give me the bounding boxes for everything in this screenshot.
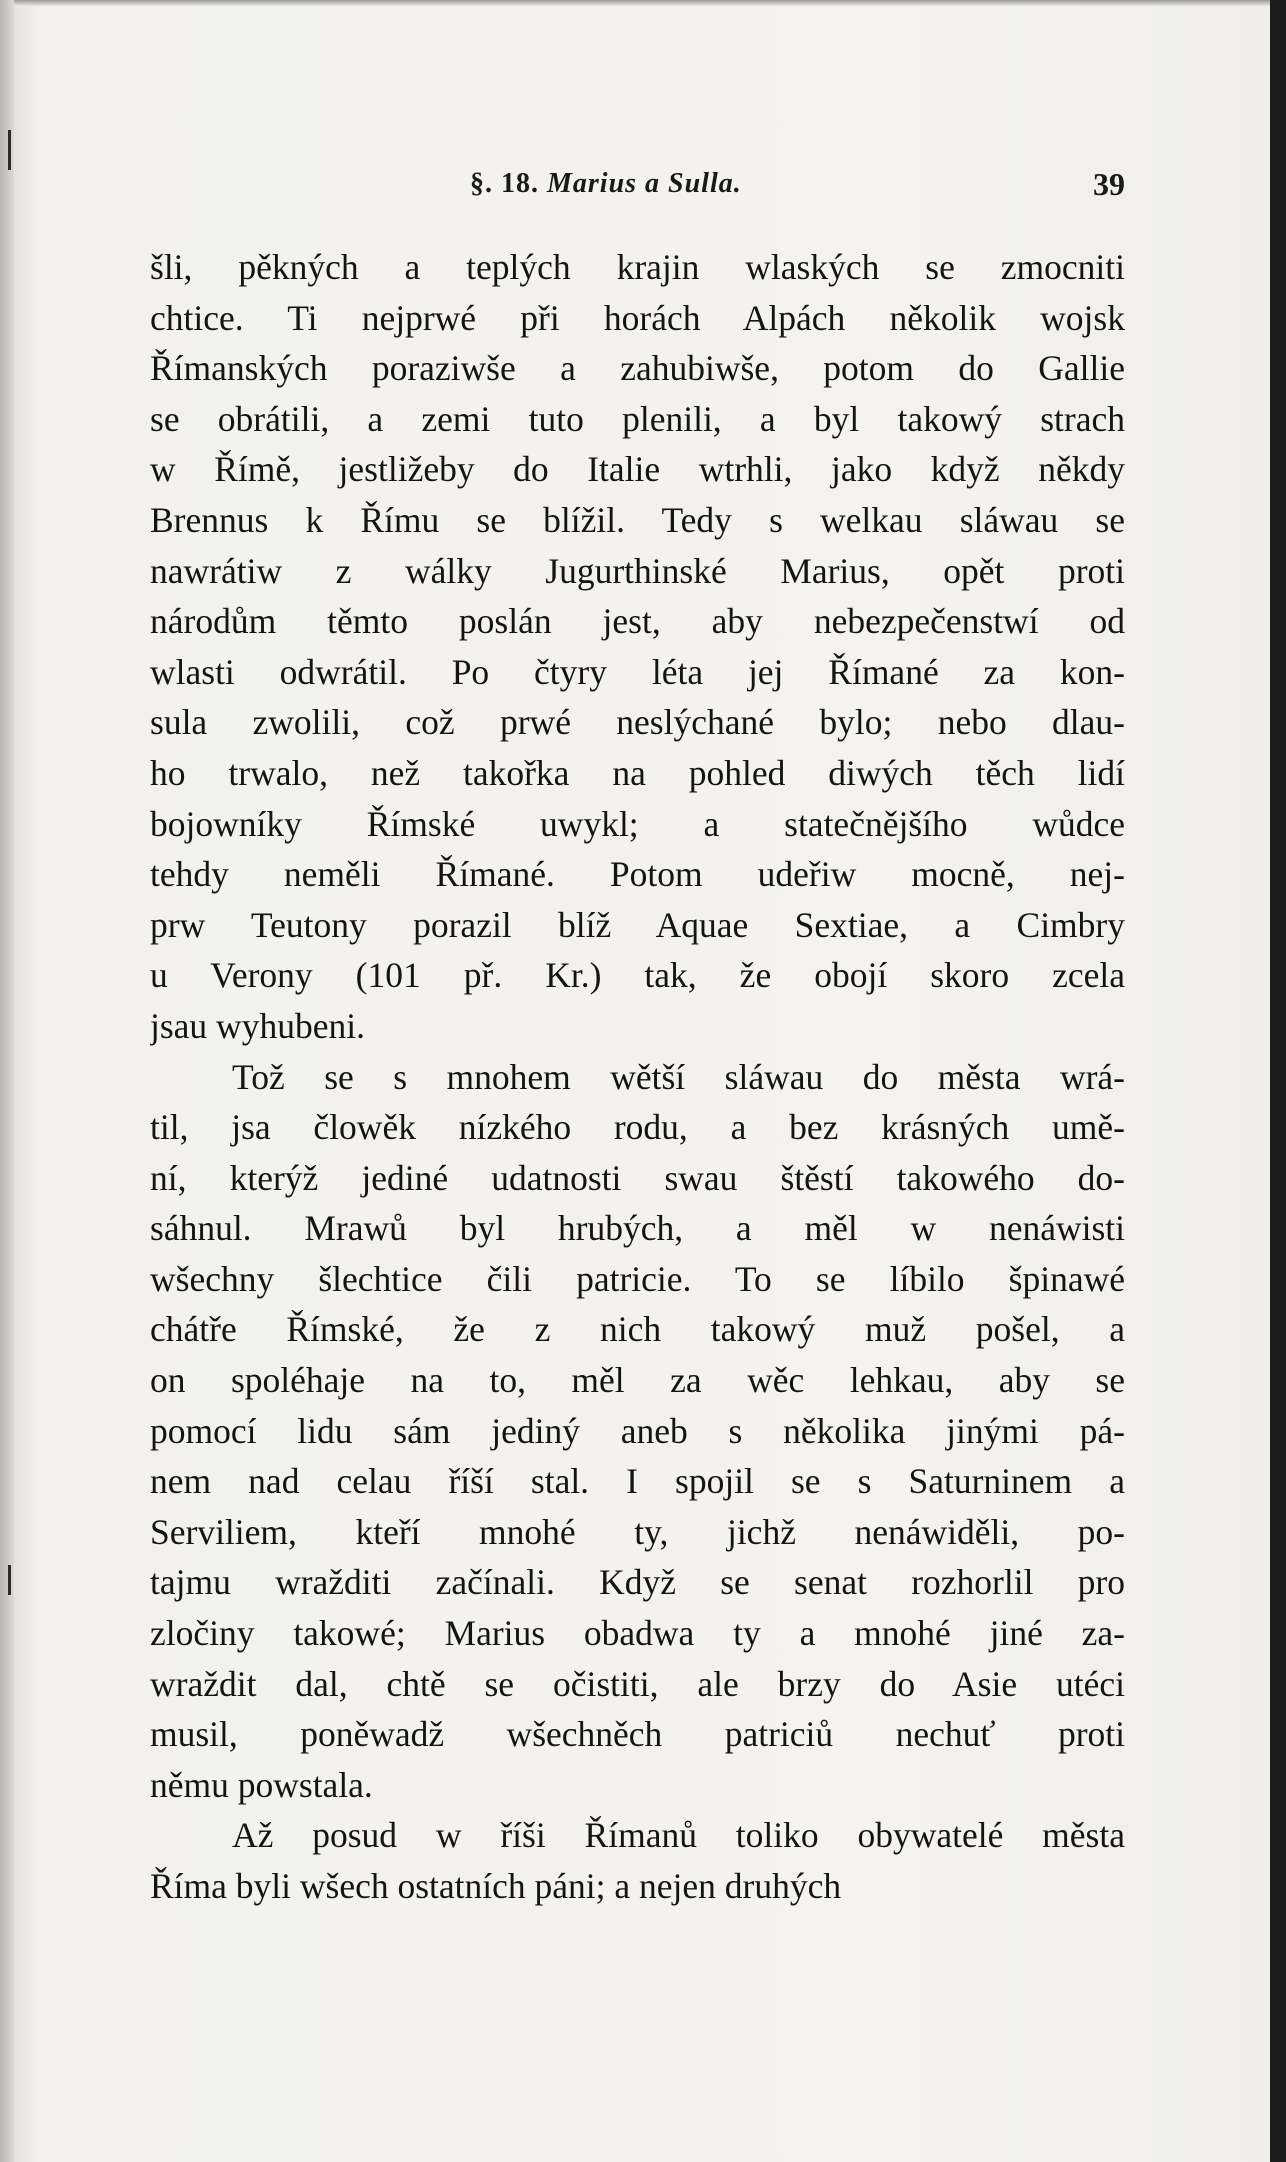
text-line: se obrátili, a zemi tuto plenili, a byl takowý strach <box>150 398 1125 439</box>
text-line: Římanských poraziwše a zahubiwše, potom do Gallie <box>150 348 1125 389</box>
text-line: til, jsa člowěk nízkého rodu, a bez krásných umě- <box>150 1107 1125 1148</box>
text-line: u Verony (101 př. Kr.) tak, že obojí skoro zcela <box>150 955 1125 996</box>
text-line: zločiny takowé; Marius obadwa ty a mnohé jiné za- <box>150 1613 1125 1654</box>
text-line: on spoléhaje na to, měl za wěc lehkau, aby se <box>150 1360 1125 1401</box>
text-line: chtice. Ti nejprwé při horách Alpách několik wojsk <box>150 297 1125 338</box>
text-line: bojowníky Římské uwykl; a statečnějšího wůdce <box>150 803 1125 844</box>
paragraph <box>150 242 1125 1052</box>
text-line: wlasti odwrátil. Po čtyry léta jej Římané za kon- <box>150 651 1125 692</box>
text-line: němu powstala. <box>150 1764 373 1805</box>
scan-right-border <box>1270 0 1286 2162</box>
body-text <box>150 242 1125 1912</box>
text-line: pomocí lidu sám jediný aneb s několika jinými pá- <box>150 1410 1125 1451</box>
page-number: 39 <box>1093 166 1125 202</box>
running-header <box>150 168 1125 210</box>
text-line: musil, poněwadž wšechněch patriciů nechuť proti <box>150 1714 1125 1755</box>
text-line: nem nad celau říší stal. I spojil se s Saturninem a <box>150 1461 1125 1502</box>
text-line: ní, kterýž jediné udatnosti swau štěstí takowého do- <box>150 1157 1125 1198</box>
text-line: wraždit dal, chtě se očistiti, ale brzy do Asie utéci <box>150 1663 1125 1704</box>
text-line: nawrátiw z wálky Jugurthinské Marius, opět proti <box>150 550 1125 591</box>
paragraph <box>150 1052 1125 1811</box>
text-line: Až posud w říši Římanů toliko obywatelé města <box>232 1815 1125 1856</box>
running-title-italic: Marius a Sulla. <box>547 168 742 199</box>
running-title: §. 18. Marius a Sulla. <box>470 168 742 199</box>
text-line: Brennus k Římu se blížil. Tedy s welkau sláwau se <box>150 499 1125 540</box>
text-line: wšechny šlechtice čili patricie. To se líbilo špinawé <box>150 1258 1125 1299</box>
gutter-mark <box>8 130 11 170</box>
text-line: prw Teutony porazil blíž Aquae Sextiae, a Cimbry <box>150 904 1125 945</box>
text-line: ho trwalo, než takořka na pohled diwých těch lidí <box>150 752 1125 793</box>
text-line: tehdy neměli Římané. Potom udeřiw mocně, nej- <box>150 854 1125 895</box>
text-line: Serviliem, kteří mnohé ty, jichž nenáwiděli, po- <box>150 1511 1125 1552</box>
text-line: chátře Římské, že z nich takowý muž pošel, a <box>150 1309 1125 1350</box>
text-line: národům těmto poslán jest, aby nebezpečenstwí od <box>150 601 1125 642</box>
text-line: sáhnul. Mrawů byl hrubých, a měl w nenáwisti <box>150 1208 1125 1249</box>
paragraph <box>150 1810 1125 1911</box>
text-line: Tož se s mnohem wětší sláwau do města wrá- <box>232 1056 1125 1097</box>
text-line: tajmu wražditi začínali. Když se senat rozhorlil pro <box>150 1562 1125 1603</box>
text-line: sula zwolili, což prwé neslýchané bylo; nebo dlau- <box>150 702 1125 743</box>
text-line: šli, pěkných a teplých krajin wlaských se zmocniti <box>150 247 1125 287</box>
scan-top-edge <box>0 0 1286 6</box>
text-line: jsau wyhubeni. <box>150 1005 365 1046</box>
text-line: w Římě, jestližeby do Italie wtrhli, jako když někdy <box>150 449 1125 490</box>
text-line: Říma byli wšech ostatních páni; a nejen druhých <box>150 1866 842 1906</box>
gutter-mark <box>8 1565 11 1595</box>
scan-left-edge <box>0 0 14 2162</box>
